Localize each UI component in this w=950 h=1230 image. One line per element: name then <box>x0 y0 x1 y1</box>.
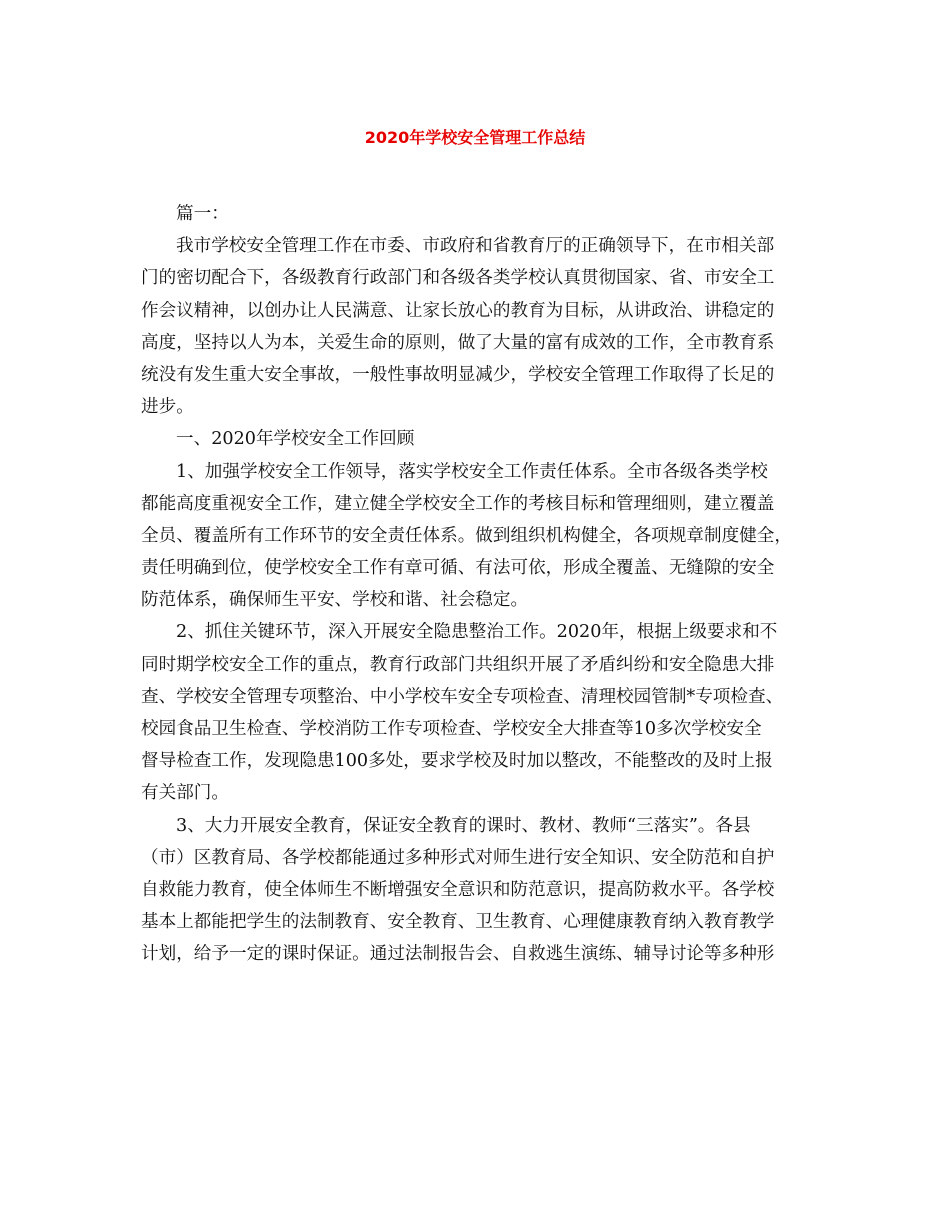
paragraph-line: 督导检查工作，发现隐患100多处，要求学校及时加以整改，不能整改的及时上报 <box>141 751 773 772</box>
paragraph-item-1 <box>141 456 821 617</box>
paragraph-part-label <box>141 198 821 230</box>
paragraph-line: 自救能力教育，使全体师生不断增强安全意识和防范意识，提高防救水平。各学校 <box>141 879 775 900</box>
paragraph-line: 我市学校安全管理工作在市委、市政府和省教育厅的正确领导下，在市相关部 <box>176 236 775 257</box>
paragraph-line: 查、学校安全管理专项整治、中小学校车安全专项检查、清理校园管制*专项检查、 <box>141 686 784 707</box>
paragraph-line: 篇一： <box>176 204 229 224</box>
paragraph-line: 统没有发生重大安全事故，一般性事故明显减少，学校安全管理工作取得了长足的 <box>141 364 775 385</box>
paragraph-line: （市）区教育局、各学校都能通过多种形式对师生进行安全知识、安全防范和自护 <box>141 847 775 868</box>
paragraph-line: 一、2020年学校安全工作回顾 <box>176 429 415 450</box>
paragraph-line: 同时期学校安全工作的重点，教育行政部门共组织开展了矛盾纠纷和安全隐患大排 <box>141 654 775 675</box>
paragraph-line: 作会议精神，以创办让人民满意、让家长放心的教育为目标，从讲政治、讲稳定的 <box>141 300 775 321</box>
paragraph-line: 全员、覆盖所有工作环节的安全责任体系。做到组织机构健全，各项规章制度健全， <box>141 525 792 546</box>
paragraph-line: 计划，给予一定的课时保证。通过法制报告会、自救逃生演练、辅导讨论等多种形 <box>141 944 775 965</box>
document-title: 2020年学校安全管理工作总结 <box>364 128 586 147</box>
paragraph-line: 进步。 <box>141 397 194 418</box>
paragraph-line: 校园食品卫生检查、学校消防工作专项检查、学校安全大排查等10多次学校安全 <box>141 719 762 739</box>
paragraph-line: 责任明确到位，使学校安全工作有章可循、有法可依，形成全覆盖、无缝隙的安全 <box>141 558 775 579</box>
paragraph-item-3 <box>141 810 821 971</box>
paragraph-intro <box>141 230 821 423</box>
paragraph-line: 基本上都能把学生的法制教育、安全教育、卫生教育、心理健康教育纳入教育教学 <box>141 912 775 933</box>
paragraph-item-2 <box>141 616 821 809</box>
paragraph-line: 都能高度重视安全工作，建立健全学校安全工作的考核目标和管理细则，建立覆盖 <box>141 493 775 514</box>
paragraph-line: 门的密切配合下，各级教育行政部门和各级各类学校认真贯彻国家、省、市安全工 <box>141 268 775 289</box>
paragraph-line: 1、加强学校安全工作领导，落实学校安全工作责任体系。全市各级各类学校 <box>176 461 768 482</box>
paragraph-line: 3、大力开展安全教育，保证安全教育的课时、教材、教师“三落实”。各县 <box>176 815 751 836</box>
paragraph-line: 2、抓住关键环节，深入开展安全隐患整治工作。2020年，根据上级要求和不 <box>176 622 778 643</box>
paragraph-line: 有关部门。 <box>141 783 229 804</box>
paragraph-line: 高度，坚持以人为本，关爱生命的原则，做了大量的富有成效的工作，全市教育系 <box>141 332 775 353</box>
paragraph-line: 防范体系，确保师生平安、学校和谐、社会稳定。 <box>141 590 529 611</box>
document-body <box>141 198 821 971</box>
section-heading <box>141 423 821 455</box>
